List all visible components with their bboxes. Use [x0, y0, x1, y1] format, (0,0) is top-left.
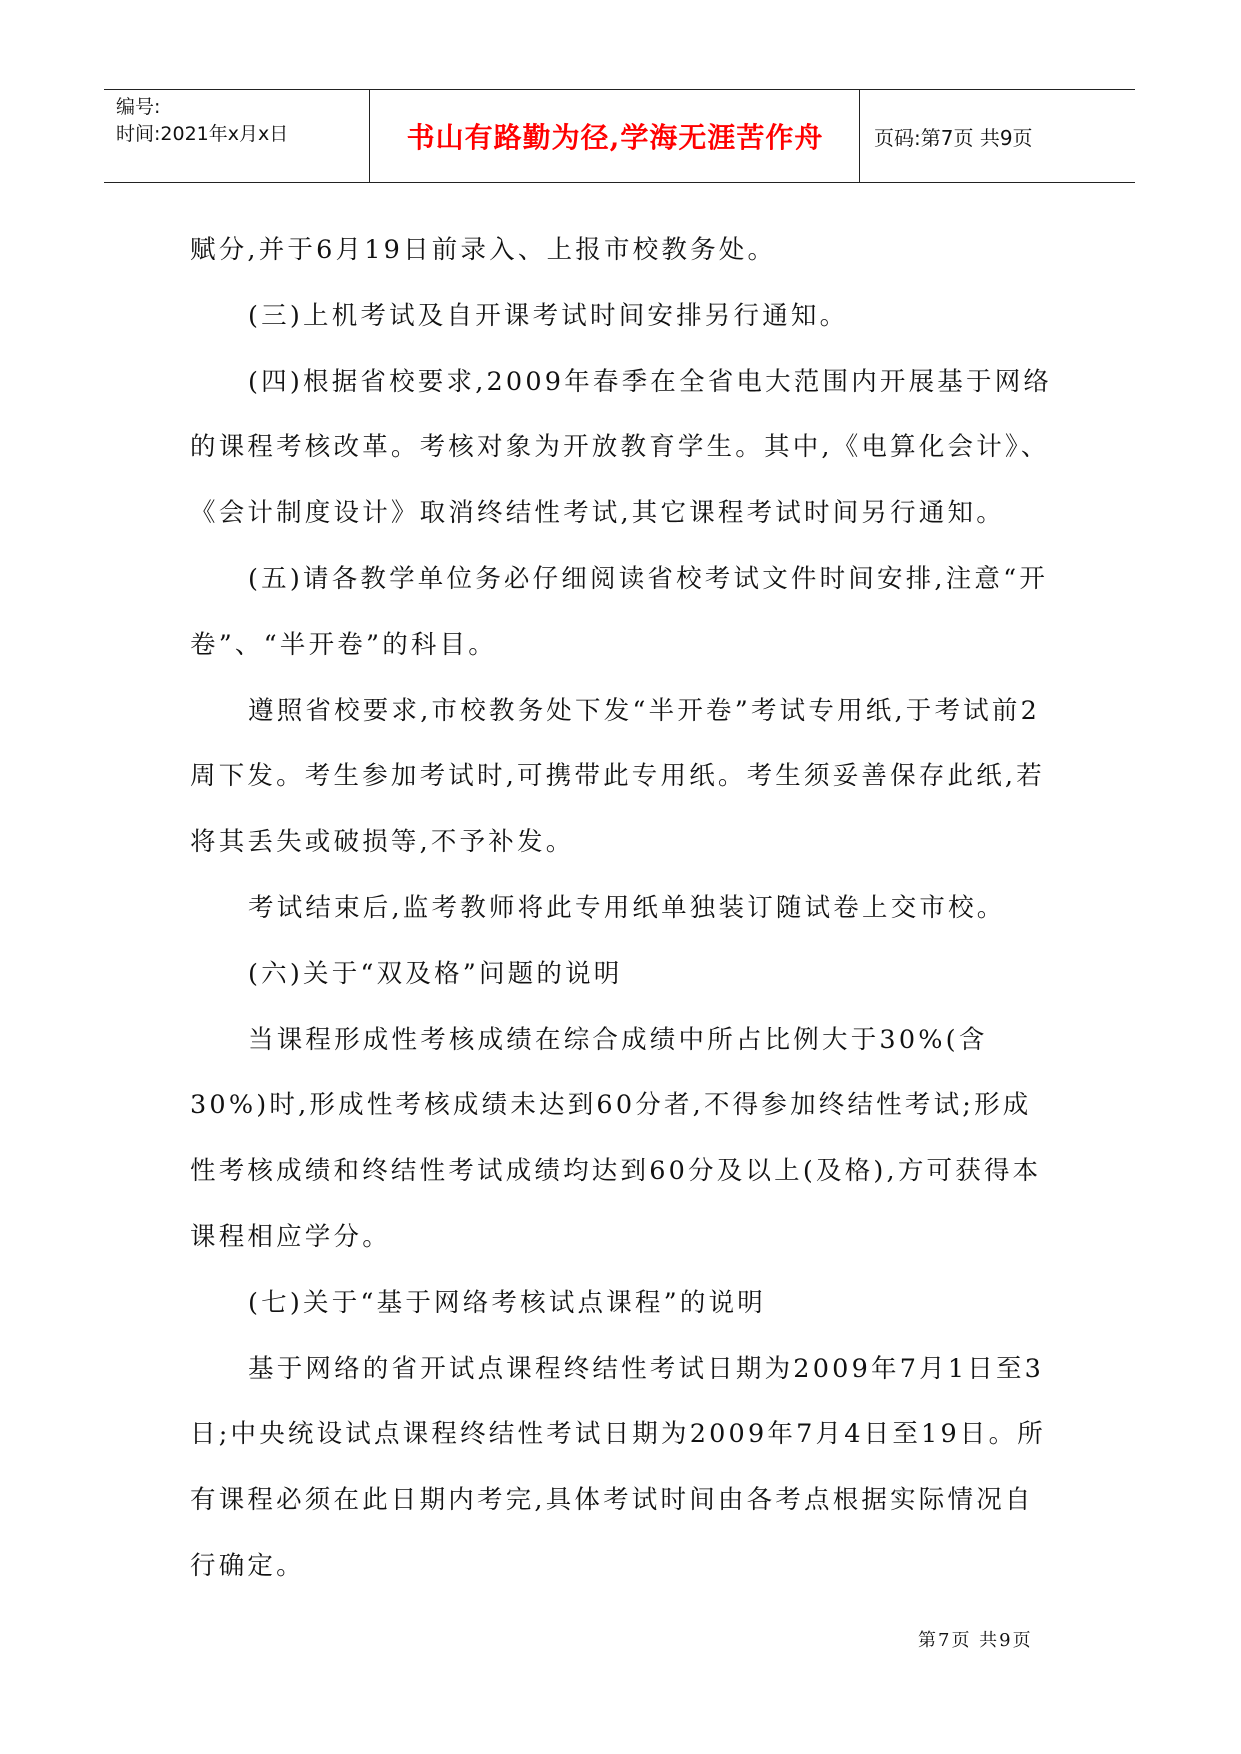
page-header: [104, 89, 1135, 183]
section-heading: (六)关于“双及格”问题的说明: [248, 958, 623, 989]
body-paragraph: (五)请各教学单位务必仔细阅读省校考试文件时间安排,注意“开卷”、“半开卷”的科目。: [190, 563, 1049, 660]
page-footer: 第7页 共9页: [918, 1630, 1033, 1651]
body-paragraph: 考试结束后,监考教师将此专用纸单独装订随试卷上交市校。: [248, 892, 1006, 923]
header-divider: [859, 90, 860, 182]
header-page-code: 页码:第7页 共9页: [874, 125, 1033, 150]
document-number-label: 编号:: [116, 96, 161, 118]
header-meta: [116, 94, 288, 148]
body-paragraph: 遵照省校要求,市校教务处下发“半开卷”考试专用纸,于考试前2周下发。考生参加考试时,可携带此专用纸。考生须妥善保存此纸,若将其丢失或破损等,不予补发。: [190, 695, 1045, 858]
body-paragraph: (三)上机考试及自开课考试时间安排另行通知。: [248, 300, 849, 331]
body-paragraph: 赋分,并于6月19日前录入、上报市校教务处。: [190, 235, 777, 265]
section-heading: (七)关于“基于网络考核试点课程”的说明: [248, 1287, 766, 1318]
document-time-label: 时间:2021年x月x日: [116, 123, 289, 145]
header-motto: 书山有路勤为径,学海无涯苦作舟: [406, 121, 824, 154]
body-paragraph: 当课程形成性考核成绩在综合成绩中所占比例大于30%(含30%)时,形成性考核成绩未达到60分者,不得参加终结性考试;形成性考核成绩和终结性考试成绩均达到60分及以上(及格),方可获得本课程相应学分。: [190, 1024, 1042, 1252]
header-divider: [369, 90, 370, 182]
document-body: [190, 218, 1060, 1600]
body-paragraph: (四)根据省校要求,2009年春季在全省电大范围内开展基于网络的课程考核改革。考核对象为开放教育学生。其中,《电算化会计》、《会计制度设计》取消终结性考试,其它课程考试时间另行通知。: [190, 366, 1053, 529]
body-paragraph: 基于网络的省开试点课程终结性考试日期为2009年7月1日至3日;中央统设试点课程终结性考试日期为2009年7月4日至19日。所有课程必须在此日期内考完,具体考试时间由各考点根据实际情况自行确定。: [190, 1353, 1046, 1581]
